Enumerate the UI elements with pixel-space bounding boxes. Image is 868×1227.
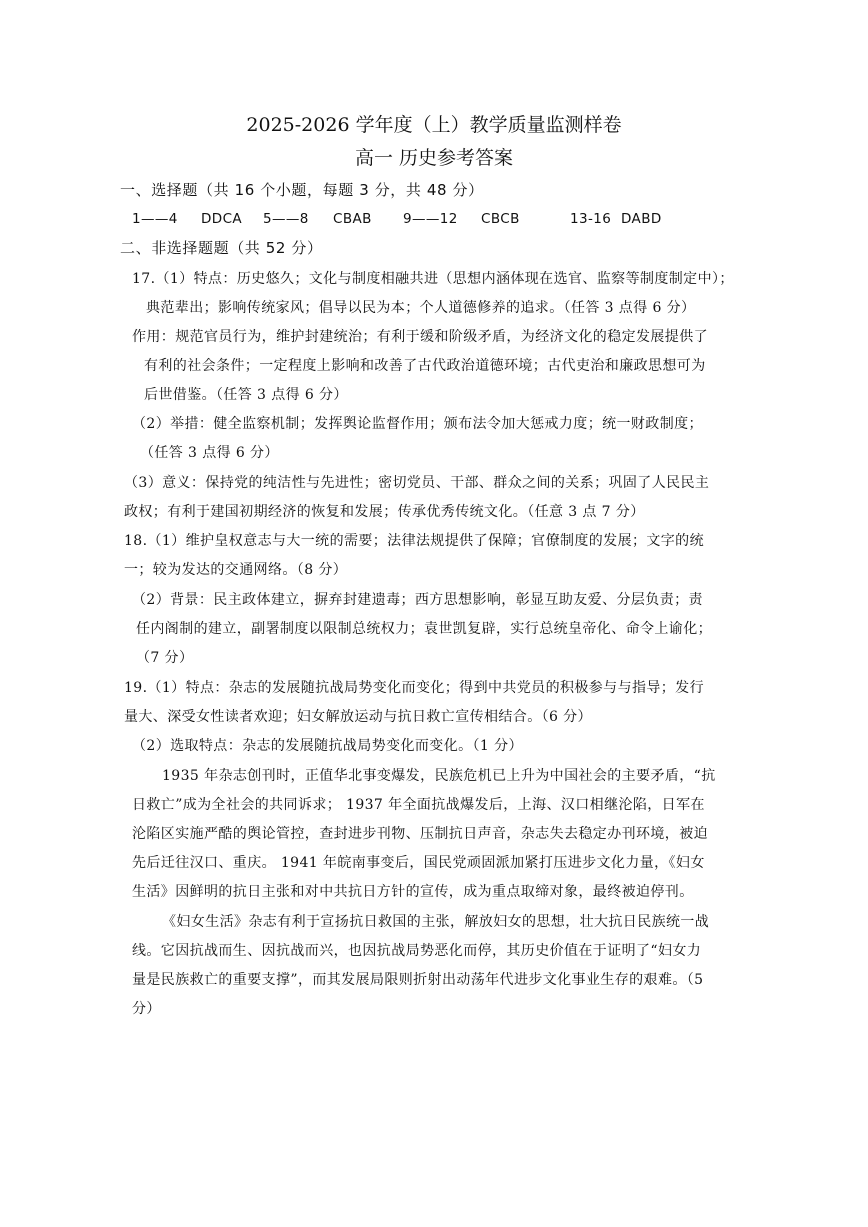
answer-line: 沦陷区实施严酷的舆论管控，查封进步刊物、压制抗日声音，杂志失去稳定办刊环境，被迫 [132,826,708,842]
answer-line: 政权；有利于建国初期经济的恢复和发展；传承优秀传统文化。（任意 3 点 7 分） [124,504,645,520]
page-subtitle: 高一 历史参考答案 [354,147,514,169]
answer-line: 量大、深受女性读者欢迎；妇女解放运动与抗日救亡宣传相结合。（6 分） [124,709,592,725]
answer-range: 5——8 [263,211,309,227]
section-heading-nonchoice: 二、非选择题题（共 52 分） [120,239,323,257]
answer-line: 有利的社会条件；一定程度上影响和改善了古代政治道德环境；古代吏治和廉政思想可为 [144,358,706,374]
answer-letters: DABD [621,211,662,227]
answer-line: 作用：规范官员行为，维护封建统治；有利于缓和阶级矛盾，为经济文化的稳定发展提供了 [132,329,708,345]
answer-line: 量是民族救亡的重要支撑”，而其发展局限则折射出动荡年代进步文化事业生存的艰难。（5 [132,972,704,988]
answer-line: 《妇女生活》杂志有利于宣扬抗日救国的主张，解放妇女的思想，壮大抗日民族统一战 [162,914,710,930]
answer-line: 18.（1）维护皇权意志与大一统的需要；法律法规提供了保障；官僚制度的发展；文字的统 [124,533,704,549]
answer-line: 先后迁往汉口、重庆。 1941 年皖南事变后，国民党顽固派加紧打压进步文化力量，《妇女 [132,855,705,871]
answer-line: 17.（1）特点：历史悠久；文化与制度相融共进（思想内涵体现在选官、监察等制度制定中）； [132,271,734,287]
answer-letters: CBAB [333,211,372,227]
answer-letters: CBCB [481,211,520,227]
answer-line: 日救亡”成为全社会的共同诉求； 1937 年全面抗战爆发后，上海、汉口相继沦陷，日军在 [132,797,705,813]
answer-line: 1935 年杂志创刊时，正值华北事变爆发，民族危机已上升为中国社会的主要矛盾，“抗 [162,768,716,784]
answer-range: 9——12 [403,211,458,227]
answer-letters: DDCA [201,211,243,227]
answer-line: （2）选取特点：杂志的发展随抗战局势变化而变化。（1 分） [132,738,523,754]
answer-line: 典范辈出；影响传统家风；倡导以民为本；个人道德修养的追求。（任答 3 点得 6 分） [146,300,696,316]
section-heading-choice: 一、选择题（共 16 个小题，每题 3 分，共 48 分） [120,181,484,199]
answer-line: （任答 3 点得 6 分） [140,445,279,461]
answer-line: 任内阁制的建立，副署制度以限制总统权力；袁世凯复辟，实行总统皇帝化、命令上谕化； [136,621,712,637]
answer-line: 线。它因抗战而生、因抗战而兴，也因抗战局势恶化而停，其历史价值在于证明了“妇女力 [132,943,702,959]
answer-line: 生活》因鲜明的抗日主张和对中共抗日方针的宣传，成为重点取缔对象，最终被迫停刊。 [132,884,694,900]
answer-range: 13-16 [570,211,612,227]
answer-line: 后世借鉴。（任答 3 点得 6 分） [144,387,348,403]
answer-line: 一；较为发达的交通网络。（8 分） [124,562,348,578]
answer-line: （7 分） [136,650,194,666]
answer-line: （2）举措：健全监察机制；发挥舆论监督作用；颁布法令加大惩戒力度；统一财政制度； [132,416,703,432]
answer-range: 1——4 [132,211,178,227]
answer-line: （3）意义：保持党的纯洁性与先进性；密切党员、干部、群众之间的关系；巩固了人民民主 [124,475,710,491]
answer-line: 19.（1）特点：杂志的发展随抗战局势变化而变化；得到中共党员的积极参与与指导；发行 [124,680,704,696]
answer-line: （2）背景：民主政体建立，摒弃封建遗毒；西方思想影响，彰显互助友爱、分层负责；责 [132,592,703,608]
answer-line: 分） [132,1001,161,1017]
page-title: 2025-2026 学年度（上）教学质量监测样卷 [246,114,622,136]
